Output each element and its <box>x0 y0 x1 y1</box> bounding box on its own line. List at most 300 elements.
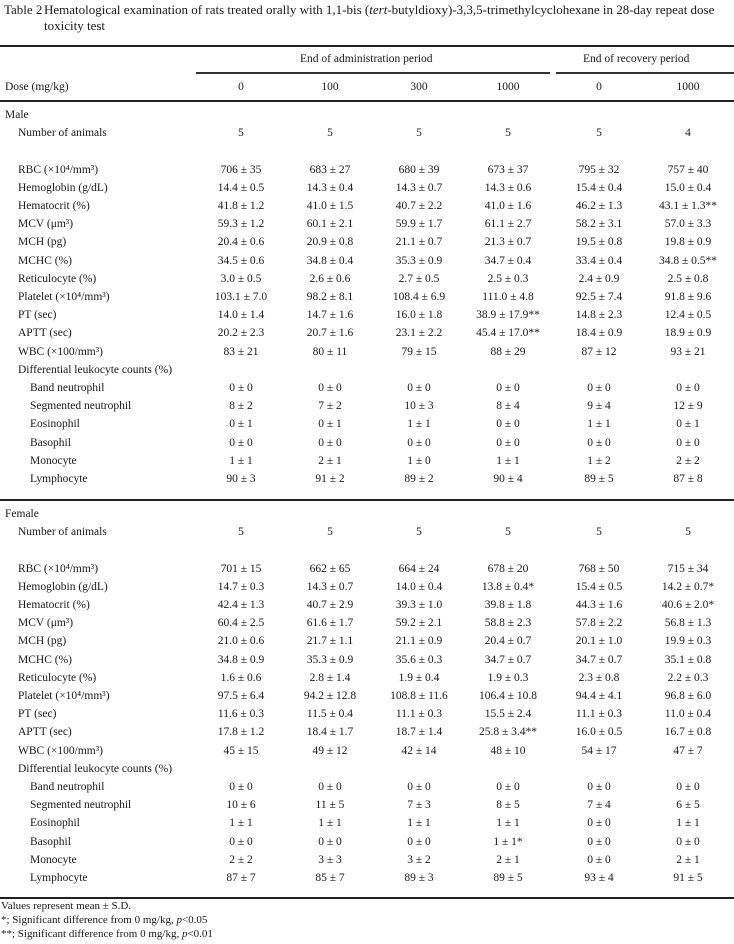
table-cell: 11.1 ± 0.3 <box>395 708 443 721</box>
table-cell: 34.7 ± 0.7 <box>484 653 532 666</box>
table-cell: 42 ± 14 <box>401 744 437 757</box>
table-cell: 15.4 ± 0.5 <box>575 580 623 593</box>
bottom-rule <box>0 897 734 899</box>
table-cell: 2 ± 2 <box>676 454 700 467</box>
table-cell: 0 ± 0 <box>407 436 431 449</box>
table-cell: 8 ± 2 <box>229 400 253 413</box>
p-symbol: p <box>176 914 182 926</box>
table-cell: 14.4 ± 0.5 <box>217 181 265 194</box>
dose-value: 0 <box>596 81 602 93</box>
table-cell: 0 ± 0 <box>407 781 431 793</box>
table-cell: 2 ± 1 <box>496 853 520 866</box>
table-cell: 20.4 ± 0.7 <box>484 635 532 648</box>
row-label: Differential leukocyte counts (%) <box>18 762 173 775</box>
table-row <box>0 687 734 705</box>
table-cell: 2.4 ± 0.9 <box>578 272 620 285</box>
table-cell: 21.1 ± 0.9 <box>395 635 443 648</box>
table-cell: 49 ± 12 <box>312 744 348 757</box>
table-cell: 89 ± 3 <box>404 872 434 884</box>
table-cell: 94.2 ± 12.8 <box>303 690 357 702</box>
table-cell: 1 ± 1 <box>676 817 700 830</box>
table-cell: 56.8 ± 1.3 <box>664 617 712 630</box>
footnote-text: *; Significant difference from 0 mg/kg, <box>1 914 177 926</box>
row-label: Eosinophil <box>30 418 80 431</box>
dose-value: 100 <box>321 81 339 93</box>
table-cell: 0 ± 0 <box>587 781 611 793</box>
table-cell: 2.6 ± 0.6 <box>309 272 351 285</box>
section-title-row <box>0 505 734 523</box>
footnote-text: <0.05 <box>181 914 208 926</box>
row-label: PT (sec) <box>18 309 57 322</box>
dose-value: 0 <box>238 81 244 93</box>
table-cell: 1 ± 1 <box>229 454 253 467</box>
table-cell: 0 ± 0 <box>587 853 611 866</box>
number-of-animals-row <box>0 523 734 541</box>
table-cell: 1.6 ± 0.6 <box>220 671 262 684</box>
table-row <box>0 434 734 452</box>
table-row <box>0 343 734 361</box>
table-cell: 35.6 ± 0.3 <box>395 653 443 666</box>
table-row <box>0 851 734 869</box>
table-cell: 59.2 ± 2.1 <box>395 617 443 630</box>
table-row <box>0 814 734 832</box>
row-label: Male <box>5 109 29 121</box>
footnote-text: <0.01 <box>187 928 213 940</box>
table-cell: 96.8 ± 6.0 <box>664 690 712 702</box>
row-label: Eosinophil <box>30 817 80 830</box>
table-row <box>0 288 734 306</box>
table-cell: 89 ± 5 <box>584 473 614 485</box>
number-of-animals-row <box>0 124 734 142</box>
table-cell: 98.2 ± 8.1 <box>306 291 354 303</box>
table-cell: 21.3 ± 0.7 <box>484 236 532 249</box>
table-cell: 92.5 ± 7.4 <box>575 291 623 303</box>
row-label: Female <box>5 508 39 520</box>
table-cell: 54 ± 17 <box>581 744 617 757</box>
table-cell: 0 ± 0 <box>496 781 520 793</box>
table-cell: 0 ± 0 <box>587 817 611 830</box>
table-cell: 8 ± 4 <box>496 400 520 413</box>
table-cell: 88 ± 29 <box>490 345 526 358</box>
row-label: MCHC (%) <box>18 254 72 267</box>
row-label: Reticulocyte (%) <box>18 272 97 285</box>
table-cell: 23.1 ± 2.2 <box>395 327 443 340</box>
table-row <box>0 632 734 650</box>
dose-label: Dose (mg/kg) <box>5 81 69 93</box>
table-cell: 17.8 ± 1.2 <box>217 726 265 739</box>
table-cell: 38.9 ± 17.9** <box>476 309 540 322</box>
table-cell: 19.9 ± 0.3 <box>664 635 712 648</box>
table-row <box>0 669 734 687</box>
table-cell: 60.4 ± 2.5 <box>217 617 265 630</box>
table-cell: 16.0 ± 1.8 <box>395 309 443 322</box>
table-cell: 768 ± 50 <box>578 562 620 575</box>
table-cell: 2.8 ± 1.4 <box>309 671 351 684</box>
table-cell: 0 ± 0 <box>229 382 253 394</box>
table-cell: 795 ± 32 <box>578 163 620 176</box>
table-row <box>0 723 734 741</box>
table-cell: 5 <box>685 526 691 539</box>
table-cell: 1 ± 1 <box>407 817 431 830</box>
table-cell: 0 ± 0 <box>587 436 611 449</box>
table-cell: 5 <box>416 127 422 140</box>
table-cell: 0 ± 0 <box>229 835 253 848</box>
table-cell: 35.3 ± 0.9 <box>395 254 443 267</box>
row-label: Band neutrophil <box>30 781 105 793</box>
table-cell: 0 ± 0 <box>676 436 700 449</box>
table-cell: 57.0 ± 3.3 <box>664 218 712 231</box>
p-symbol: p <box>181 928 188 940</box>
table-cell: 34.5 ± 0.6 <box>217 254 265 267</box>
row-label: MCH (pg) <box>18 635 67 648</box>
table-cell: 45.4 ± 17.0** <box>476 327 540 340</box>
table-cell: 93 ± 21 <box>670 345 706 358</box>
table-cell: 42.4 ± 1.3 <box>217 599 265 611</box>
table-row <box>0 379 734 397</box>
header-bottom-rule <box>0 100 734 102</box>
table-cell: 757 ± 40 <box>667 163 709 176</box>
table-cell: 0 ± 0 <box>318 382 342 394</box>
table-row <box>0 233 734 251</box>
row-label: Basophil <box>30 436 71 449</box>
table-cell: 0 ± 1 <box>318 418 342 431</box>
table-cell: 10 ± 3 <box>404 400 434 413</box>
table-cell: 673 ± 37 <box>487 163 529 176</box>
table-cell: 2.3 ± 0.8 <box>578 671 620 684</box>
table-row <box>0 179 734 197</box>
table-cell: 46.2 ± 1.3 <box>575 200 623 212</box>
table-cell: 5 <box>596 526 602 539</box>
group-header-recovery: End of recovery period <box>583 53 690 65</box>
table-cell: 57.8 ± 2.2 <box>575 617 623 630</box>
table-cell: 10 ± 6 <box>226 799 256 812</box>
table-cell: 20.1 ± 1.0 <box>575 635 623 648</box>
table-row <box>0 560 734 578</box>
table-cell: 5 <box>505 127 511 140</box>
table-cell: 1 ± 1 <box>496 817 520 830</box>
table-cell: 33.4 ± 0.4 <box>575 254 623 267</box>
table-cell: 41.8 ± 1.2 <box>217 200 265 212</box>
differential-header-row <box>0 760 734 778</box>
table-cell: 11.0 ± 0.4 <box>664 708 712 721</box>
table-cell: 6 ± 5 <box>676 799 700 812</box>
table-cell: 8 ± 5 <box>496 799 520 812</box>
top-rule <box>0 45 734 47</box>
row-label: APTT (sec) <box>18 327 72 340</box>
footnote-mean-sd: Values represent mean ± S.D. <box>1 900 132 912</box>
table-cell: 20.7 ± 1.6 <box>306 327 354 340</box>
table-cell: 14.7 ± 1.6 <box>306 309 354 322</box>
table-cell: 680 ± 39 <box>398 163 440 176</box>
table-cell: 91 ± 2 <box>315 473 345 485</box>
table-cell: 2 ± 1 <box>676 853 700 866</box>
table-cell: 59.3 ± 1.2 <box>217 218 265 231</box>
row-label: RBC (×10⁴/mm³) <box>18 163 99 176</box>
table-cell: 45 ± 15 <box>223 744 259 757</box>
table-cell: 9 ± 4 <box>587 400 611 413</box>
table-cell: 701 ± 15 <box>220 562 262 575</box>
table-cell: 0 ± 0 <box>496 418 520 431</box>
table-row <box>0 705 734 723</box>
table-cell: 79 ± 15 <box>401 345 437 358</box>
table-cell: 106.4 ± 10.8 <box>478 690 538 702</box>
table-cell: 16.7 ± 0.8 <box>664 726 712 739</box>
row-label: Basophil <box>30 835 71 848</box>
table-cell: 12.4 ± 0.5 <box>664 309 712 322</box>
row-label: Band neutrophil <box>30 382 105 394</box>
table-cell: 83 ± 21 <box>223 345 259 358</box>
row-label: Monocyte <box>30 454 77 467</box>
table-cell: 1 ± 2 <box>587 454 611 467</box>
row-label: Segmented neutrophil <box>30 799 132 812</box>
table-row <box>0 161 734 179</box>
table-cell: 14.3 ± 0.4 <box>306 181 354 194</box>
table-cell: 108.4 ± 6.9 <box>392 291 446 303</box>
row-label: Lymphocyte <box>30 872 88 884</box>
table-cell: 2.2 ± 0.3 <box>667 671 709 684</box>
table-cell: 5 <box>327 127 333 140</box>
table-cell: 0 ± 0 <box>676 781 700 793</box>
table-cell: 11.1 ± 0.3 <box>575 708 623 721</box>
table-cell: 15.4 ± 0.4 <box>575 181 623 194</box>
row-label: RBC (×10⁴/mm³) <box>18 562 99 575</box>
table-cell: 662 ± 65 <box>309 562 351 575</box>
row-label: Monocyte <box>30 853 77 866</box>
table-cell: 14.0 ± 1.4 <box>217 309 265 322</box>
table-cell: 7 ± 3 <box>407 799 431 812</box>
row-label: Reticulocyte (%) <box>18 671 97 684</box>
table-cell: 93 ± 4 <box>584 872 614 884</box>
table-cell: 0 ± 0 <box>676 382 700 394</box>
table-cell: 20.2 ± 2.3 <box>217 327 265 340</box>
male-section-rule <box>0 499 734 501</box>
table-cell: 34.8 ± 0.9 <box>217 653 265 666</box>
table-cell: 61.6 ± 1.7 <box>306 617 354 630</box>
table-cell: 14.3 ± 0.6 <box>484 181 532 194</box>
table-cell: 1 ± 1 <box>229 817 253 830</box>
table-cell: 2 ± 2 <box>229 853 253 866</box>
row-label: Hemoglobin (g/dL) <box>18 181 108 194</box>
table-title <box>44 2 734 34</box>
table-cell: 18.9 ± 0.9 <box>664 327 712 340</box>
footnote-p005 <box>1 914 207 927</box>
table-cell: 7 ± 4 <box>587 799 611 812</box>
table-cell: 60.1 ± 2.1 <box>306 218 354 231</box>
row-label: Hematocrit (%) <box>18 599 90 611</box>
table-cell: 14.7 ± 0.3 <box>217 580 265 593</box>
table-cell: 2.5 ± 0.3 <box>487 272 529 285</box>
table-cell: 94.4 ± 4.1 <box>575 690 623 702</box>
table-row <box>0 397 734 415</box>
table-cell: 89 ± 2 <box>404 473 434 485</box>
table-cell: 0 ± 1 <box>229 418 253 431</box>
table-cell: 0 ± 0 <box>496 382 520 394</box>
row-label: Platelet (×10⁴/mm³) <box>18 291 110 303</box>
table-cell: 14.8 ± 2.3 <box>575 309 623 322</box>
group-header-administration: End of administration period <box>300 53 433 65</box>
table-cell: 5 <box>238 127 244 140</box>
table-cell: 1.9 ± 0.3 <box>487 671 529 684</box>
table-cell: 0 ± 0 <box>587 382 611 394</box>
table-cell: 1 ± 1 <box>587 418 611 431</box>
table-cell: 664 ± 24 <box>398 562 440 575</box>
table-cell: 18.7 ± 1.4 <box>395 726 443 739</box>
table-cell: 87 ± 8 <box>673 473 703 485</box>
table-cell: 18.4 ± 0.9 <box>575 327 623 340</box>
table-cell: 16.0 ± 0.5 <box>575 726 623 739</box>
table-row <box>0 452 734 470</box>
table-cell: 97.5 ± 6.4 <box>217 690 265 702</box>
table-cell: 44.3 ± 1.6 <box>575 599 623 611</box>
table-cell: 1 ± 1* <box>493 835 523 848</box>
table-cell: 21.1 ± 0.7 <box>395 236 443 249</box>
row-label: MCV (μm³) <box>18 218 74 231</box>
table-cell: 47 ± 7 <box>673 744 703 757</box>
row-label: WBC (×100/mm³) <box>18 744 103 757</box>
table-cell: 11.5 ± 0.4 <box>306 708 354 721</box>
row-label: Differential leukocyte counts (%) <box>18 363 173 376</box>
table-row <box>0 796 734 814</box>
row-label: WBC (×100/mm³) <box>18 345 103 358</box>
table-cell: 4 <box>685 127 691 140</box>
table-cell: 0 ± 0 <box>318 781 342 793</box>
table-cell: 58.8 ± 2.3 <box>484 617 532 630</box>
table-cell: 90 ± 3 <box>226 473 256 485</box>
table-row <box>0 833 734 851</box>
title-part: Hematological examination of rats treated orally with 1,1-bis ( <box>44 2 370 17</box>
table-row <box>0 869 734 887</box>
table-cell: 34.7 ± 0.7 <box>575 653 623 666</box>
table-cell: 108.8 ± 11.6 <box>390 690 448 702</box>
table-cell: 11 ± 5 <box>315 799 345 812</box>
table-cell: 1.9 ± 0.4 <box>398 671 440 684</box>
table-cell: 90 ± 4 <box>493 473 523 485</box>
table-cell: 5 <box>416 526 422 539</box>
table-row <box>0 270 734 288</box>
table-number: Table 2 <box>4 2 43 17</box>
table-cell: 85 ± 7 <box>315 872 345 884</box>
table-cell: 0 ± 0 <box>229 781 253 793</box>
table-cell: 111.0 ± 4.8 <box>482 291 534 303</box>
table-cell: 89 ± 5 <box>493 872 523 884</box>
table-row <box>0 778 734 796</box>
table-cell: 5 <box>596 127 602 140</box>
table-cell: 91.8 ± 9.6 <box>664 291 712 303</box>
table-cell: 2.5 ± 0.8 <box>667 272 709 285</box>
table-cell: 0 ± 0 <box>587 835 611 848</box>
dose-header-row <box>0 78 734 96</box>
row-label: MCV (μm³) <box>18 617 74 630</box>
table-cell: 15.5 ± 2.4 <box>484 708 532 721</box>
table-cell: 14.3 ± 0.7 <box>395 181 443 194</box>
table-cell: 14.0 ± 0.4 <box>395 580 443 593</box>
table-cell: 5 <box>505 526 511 539</box>
table-cell: 3 ± 3 <box>318 853 342 866</box>
title-part: -butyldioxy)-3,3,5-trimethylcyclohexane in 28-day repeat dose toxicity test <box>44 2 715 33</box>
table-row <box>0 197 734 215</box>
table-cell: 103.1 ± 7.0 <box>214 291 268 303</box>
table-cell: 1 ± 1 <box>407 418 431 431</box>
table-row <box>0 470 734 488</box>
table-cell: 19.8 ± 0.9 <box>664 236 712 249</box>
admin-group-rule <box>196 72 550 74</box>
table-row <box>0 306 734 324</box>
row-label: Hematocrit (%) <box>18 200 90 212</box>
table-cell: 0 ± 0 <box>229 436 253 449</box>
row-label: Lymphocyte <box>30 473 88 485</box>
table-cell: 0 ± 0 <box>676 835 700 848</box>
table-cell: 678 ± 20 <box>487 562 529 575</box>
row-label: APTT (sec) <box>18 726 72 739</box>
footnote-p001 <box>1 928 213 941</box>
table-cell: 20.4 ± 0.6 <box>217 236 265 249</box>
table-cell: 34.8 ± 0.5** <box>658 254 718 267</box>
table-cell: 34.7 ± 0.4 <box>484 254 532 267</box>
title-italic: tert <box>369 2 388 17</box>
table-cell: 0 ± 0 <box>407 382 431 394</box>
table-cell: 14.2 ± 0.7* <box>661 580 715 593</box>
row-label: MCH (pg) <box>18 236 67 249</box>
table-cell: 40.7 ± 2.9 <box>306 599 354 611</box>
table-cell: 1 ± 1 <box>318 817 342 830</box>
row-label: MCHC (%) <box>18 653 72 666</box>
table-cell: 715 ± 34 <box>667 562 709 575</box>
table-cell: 14.3 ± 0.7 <box>306 580 354 593</box>
table-row <box>0 742 734 760</box>
table-row <box>0 415 734 433</box>
row-label: PT (sec) <box>18 708 57 721</box>
table-cell: 91 ± 5 <box>673 872 703 884</box>
table-cell: 40.6 ± 2.0* <box>661 599 715 611</box>
table-cell: 19.5 ± 0.8 <box>575 236 623 249</box>
table-cell: 683 ± 27 <box>309 163 351 176</box>
table-cell: 15.0 ± 0.4 <box>664 181 712 194</box>
table-cell: 43.1 ± 1.3** <box>658 200 718 212</box>
table-row <box>0 614 734 632</box>
table-cell: 13.8 ± 0.4* <box>481 580 535 593</box>
table-row <box>0 596 734 614</box>
table-cell: 11.6 ± 0.3 <box>217 708 265 721</box>
row-label: Segmented neutrophil <box>30 400 132 413</box>
table-cell: 87 ± 12 <box>581 345 617 358</box>
table-cell: 59.9 ± 1.7 <box>395 218 443 231</box>
section-title-row <box>0 106 734 124</box>
table-row <box>0 651 734 669</box>
table-cell: 41.0 ± 1.5 <box>306 200 354 212</box>
dose-value: 300 <box>410 81 428 93</box>
table-cell: 20.9 ± 0.8 <box>306 236 354 249</box>
table-cell: 61.1 ± 2.7 <box>484 218 532 231</box>
table-cell: 87 ± 7 <box>226 872 256 884</box>
table-cell: 39.3 ± 1.0 <box>395 599 443 611</box>
table-cell: 7 ± 2 <box>318 400 342 413</box>
table-cell: 0 ± 0 <box>318 835 342 848</box>
table-cell: 12 ± 9 <box>673 400 703 413</box>
table-cell: 21.0 ± 0.6 <box>217 635 265 648</box>
recovery-group-rule <box>556 72 734 74</box>
table-cell: 1 ± 1 <box>496 454 520 467</box>
table-cell: 58.2 ± 3.1 <box>575 218 623 231</box>
table-cell: 35.3 ± 0.9 <box>306 653 354 666</box>
table-row <box>0 578 734 596</box>
table-row <box>0 324 734 342</box>
table-cell: 35.1 ± 0.8 <box>664 653 712 666</box>
table-cell: 0 ± 0 <box>318 436 342 449</box>
table-cell: 25.8 ± 3.4** <box>478 726 538 739</box>
table-cell: 80 ± 11 <box>312 345 348 358</box>
table-cell: 706 ± 35 <box>220 163 262 176</box>
table-cell: 34.8 ± 0.4 <box>306 254 354 267</box>
